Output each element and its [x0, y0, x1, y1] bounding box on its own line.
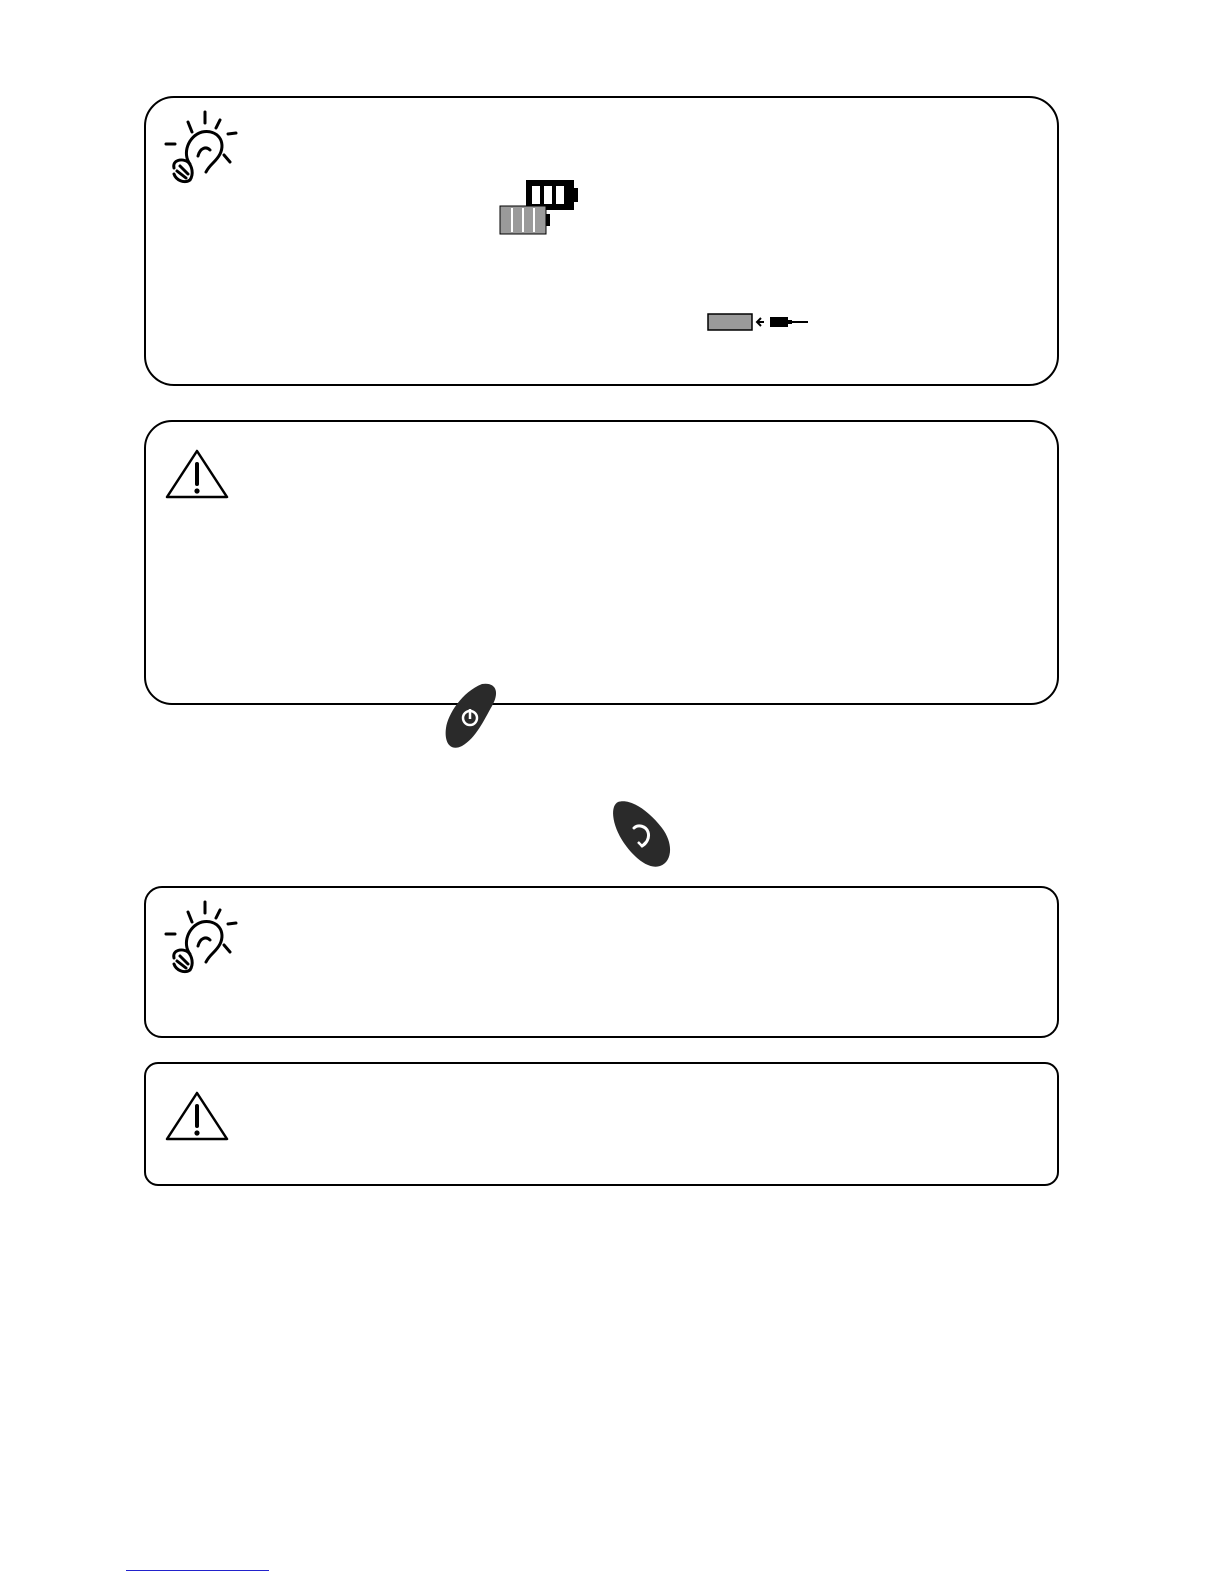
warning-box-power [144, 1062, 1059, 1186]
power-key-icon [440, 680, 502, 752]
warning-box-battery [144, 420, 1059, 705]
battery-charging-icon [500, 206, 550, 234]
tip-box-battery [144, 96, 1059, 386]
battery-level-icons [498, 178, 582, 238]
lightbulb-icon [162, 898, 246, 976]
footer-link-underline [126, 1570, 269, 1571]
charger-plug-icon [706, 310, 810, 334]
lightbulb-icon [162, 108, 246, 186]
end-call-key-icon [608, 796, 676, 872]
warning-triangle-icon [164, 1090, 230, 1142]
tip-box-power [144, 886, 1059, 1038]
warning-triangle-icon [164, 448, 230, 500]
